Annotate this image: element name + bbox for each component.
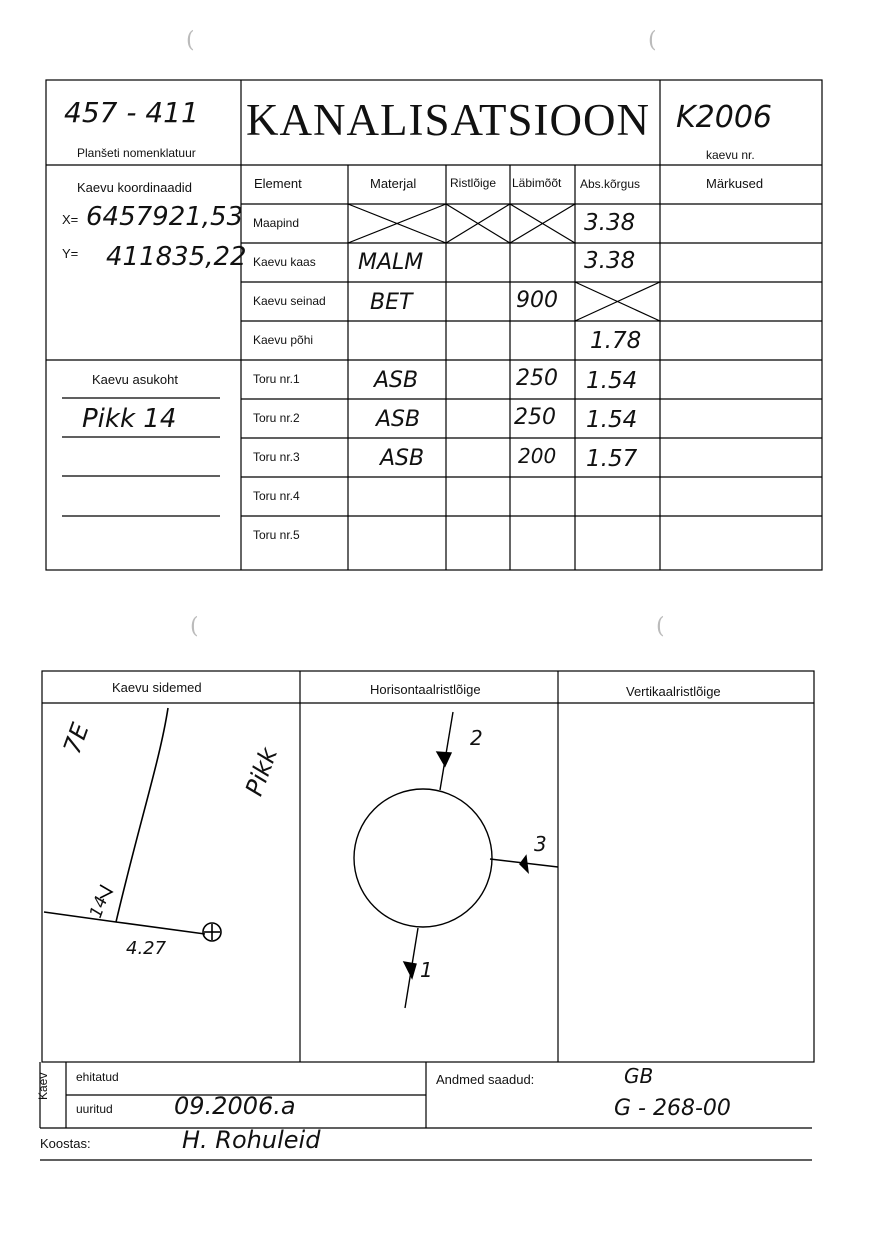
table-row-diameter: 200 <box>518 444 557 468</box>
nomenclature-value: 457 - 411 <box>64 96 199 129</box>
punch-mark: ( <box>186 28 195 53</box>
table-row-height: 1.78 <box>590 328 642 354</box>
page-title: KANALISATSIOON <box>246 95 650 145</box>
table-row-height: 3.38 <box>584 248 636 274</box>
table-row-material: ASB <box>380 446 425 471</box>
punch-mark: ( <box>190 614 199 639</box>
table-row-element: Toru nr.4 <box>253 489 300 503</box>
vertical-section-label: Vertikaalristlõige <box>626 684 721 699</box>
built-label: ehitatud <box>76 1070 119 1084</box>
col-header-element: Element <box>254 176 302 191</box>
table-row-element: Kaevu kaas <box>253 255 316 269</box>
location-label: Kaevu asukoht <box>92 372 179 387</box>
well-number-label: kaevu nr. <box>706 148 755 162</box>
table-row-diameter: 900 <box>516 288 558 313</box>
table-row-material: ASB <box>376 407 421 432</box>
surveyed-label: uuritud <box>76 1102 113 1116</box>
table-row-diameter: 250 <box>514 405 556 430</box>
compiled-signature: H. Rohuleid <box>182 1126 321 1154</box>
surveyed-value: 09.2006.a <box>174 1092 296 1120</box>
location-value: Pikk 14 <box>82 404 177 434</box>
y-label: Y= <box>62 246 79 261</box>
punch-mark: ( <box>648 28 657 53</box>
table-row-material: BET <box>370 290 413 315</box>
table-row-material: MALM <box>358 250 424 275</box>
horizontal-section-label: Horisontaalristlõige <box>370 682 481 697</box>
ties-distance: 4.27 <box>126 938 167 959</box>
table-row-element: Maapind <box>253 216 300 230</box>
pipe-label: 2 <box>470 726 483 750</box>
pipe-label: 1 <box>420 958 433 982</box>
x-value: 6457921,53 <box>86 202 244 232</box>
data-source-label: Andmed saadud: <box>436 1072 535 1087</box>
nomenclature-label: Planšeti nomenklatuur <box>77 146 196 160</box>
ties-label: Kaevu sidemed <box>112 680 202 695</box>
col-header-abs-height: Abs.kõrgus <box>580 177 641 191</box>
table-row-height: 3.38 <box>584 210 636 236</box>
ties-house-number: 14 <box>86 893 113 921</box>
table-row-height: 1.57 <box>586 446 638 472</box>
data-source-value: G - 268-00 <box>614 1096 731 1121</box>
table-row-element: Toru nr.5 <box>253 528 300 542</box>
col-header-material: Materjal <box>370 176 417 191</box>
data-source-value: GB <box>624 1064 654 1088</box>
col-header-cross-section: Ristlõige <box>450 176 497 190</box>
table-row-height: 1.54 <box>586 368 638 394</box>
table-row-element: Toru nr.3 <box>253 450 300 464</box>
well-number-value: K2006 <box>676 100 773 135</box>
table-row-height: 1.54 <box>586 407 638 433</box>
pipe-label: 3 <box>534 832 547 856</box>
ties-street-label: 7E <box>58 719 95 758</box>
table-row-diameter: 250 <box>516 366 558 391</box>
ties-street-label: Pikk <box>240 744 284 800</box>
punch-mark: ( <box>656 614 665 639</box>
table-row-element: Toru nr.1 <box>253 372 300 386</box>
coordinates-label: Kaevu koordinaadid <box>77 180 192 195</box>
table-row-element: Kaevu põhi <box>253 333 314 347</box>
table-row-material: ASB <box>374 368 419 393</box>
col-header-notes: Märkused <box>706 176 764 191</box>
side-label: Kaev <box>36 1072 50 1100</box>
horizontal-section-sketch <box>354 712 558 1008</box>
compiled-label: Koostas: <box>40 1136 91 1151</box>
table-row-element: Toru nr.2 <box>253 411 300 425</box>
y-value: 411835,22 <box>106 242 247 272</box>
col-header-diameter: Läbimõõt <box>512 176 562 190</box>
x-label: X= <box>62 212 79 227</box>
table-row-element: Kaevu seinad <box>253 294 326 308</box>
